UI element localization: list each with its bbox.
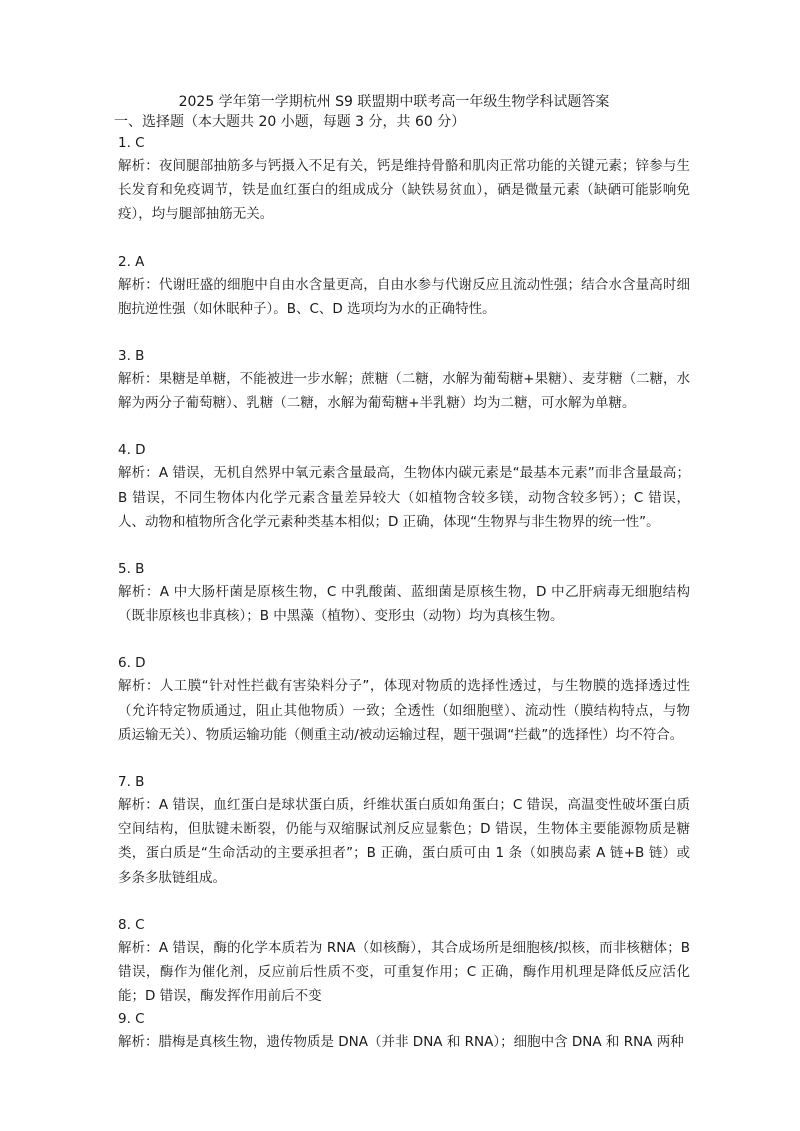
question-answer: 8. C xyxy=(118,916,145,933)
question-item xyxy=(118,652,690,747)
question-explanation: 解析：代谢旺盛的细胞中自由水含量更高，自由水参与代谢反应且流动性强；结合水含量高时细胞抗逆性强（如休眠种子）。B、C、D 选项均为水的正确特性。 xyxy=(118,276,690,317)
question-answer: 4. D xyxy=(118,442,146,459)
question-answer: 9. C xyxy=(118,1011,145,1028)
question-item xyxy=(118,345,690,415)
question-item xyxy=(118,1008,690,1054)
question-item xyxy=(118,558,690,628)
question-explanation: 解析：果糖是单糖，不能被进一步水解；蔗糖（二糖，水解为葡萄糖+果糖）、麦芽糖（二糖，水解为两分子葡萄糖）、乳糖（二糖，水解为葡萄糖+半乳糖）均为二糖，可水解为单糖。 xyxy=(118,371,690,412)
question-item xyxy=(118,132,690,227)
question-explanation: 解析：A 中大肠杆菌是原核生物，C 中乳酸菌、蓝细菌是原核生物，D 中乙肝病毒无细胞结构（既非原核也非真核）；B 中黑藻（植物）、变形虫（动物）均为真核生物。 xyxy=(118,584,690,625)
question-answer: 5. B xyxy=(118,561,145,578)
question-answer: 2. A xyxy=(118,253,145,270)
question-explanation: 解析：A 错误，酶的化学本质若为 RNA（如核酶），其合成场所是细胞核/拟核，而非核糖体；B 错误，酶作为催化剂，反应前后性质不变，可重复作用；C 正确，酶作用机理是降低反应活化能；D 错误，酶发挥作用前后不变 xyxy=(118,939,690,1005)
question-explanation: 解析：人工膜“针对性拦截有害染料分子”，体现对物质的选择性透过，与生物膜的选择透过性（允许特定物质通过，阻止其他物质）一致；全透性（如细胞壁）、流动性（膜结构特点，与物质运输无关）、物质运输功能（侧重主动/被动运输过程，题干强调“拦截”的选择性）均不符合。 xyxy=(118,678,690,743)
question-explanation: 解析：A 错误，无机自然界中氧元素含量最高，生物体内碳元素是“最基本元素”而非含量最高；B 错误，不同生物体内化学元素含量差异较大（如植物含较多镁，动物含较多钙）；C 错误，人、动物和植物所含化学元素种类基本相似；D 正确，体现“生物界与非生物界的统一性”。 xyxy=(118,465,690,530)
question-answer: 7. B xyxy=(118,774,145,791)
document-title: 2025 学年第一学期杭州 S9 联盟期中联考高一年级生物学科试题答案 xyxy=(178,94,610,110)
question-answer: 6. D xyxy=(118,655,146,672)
question-answer: 1. C xyxy=(118,135,145,151)
question-item xyxy=(118,439,690,534)
section-heading: 一、选择题（本大题共 20 小题，每题 3 分，共 60 分） xyxy=(114,114,466,130)
question-explanation: 解析：夜间腿部抽筋多与钙摄入不足有关，钙是维持骨骼和肌肉正常功能的关键元素；锌参与生长发育和免疫调节，铁是血红蛋白的组成成分（缺铁易贫血），硒是微量元素（缺硒可能影响免疫），均与腿部抽筋无关。 xyxy=(118,158,690,223)
question-item xyxy=(118,914,690,1009)
question-answer: 3. B xyxy=(118,348,145,365)
question-explanation: 解析：腊梅是真核生物，遗传物质是 DNA（并非 DNA 和 RNA）；细胞中含 DNA 和 RNA 两种 xyxy=(118,1034,684,1051)
question-item xyxy=(118,251,690,321)
question-item xyxy=(118,771,690,890)
question-explanation: 解析：A 错误，血红蛋白是球状蛋白质，纤维状蛋白质如角蛋白；C 错误，高温变性破坏蛋白质空间结构，但肽键未断裂，仍能与双缩脲试剂反应显紫色；D 错误，生物体主要能源物质是糖类，蛋白质是“生命活动的主要承担者”；B 正确，蛋白质可由 1 条（如胰岛素 A 链+B 链）或多条多肽链组成。 xyxy=(118,797,690,886)
